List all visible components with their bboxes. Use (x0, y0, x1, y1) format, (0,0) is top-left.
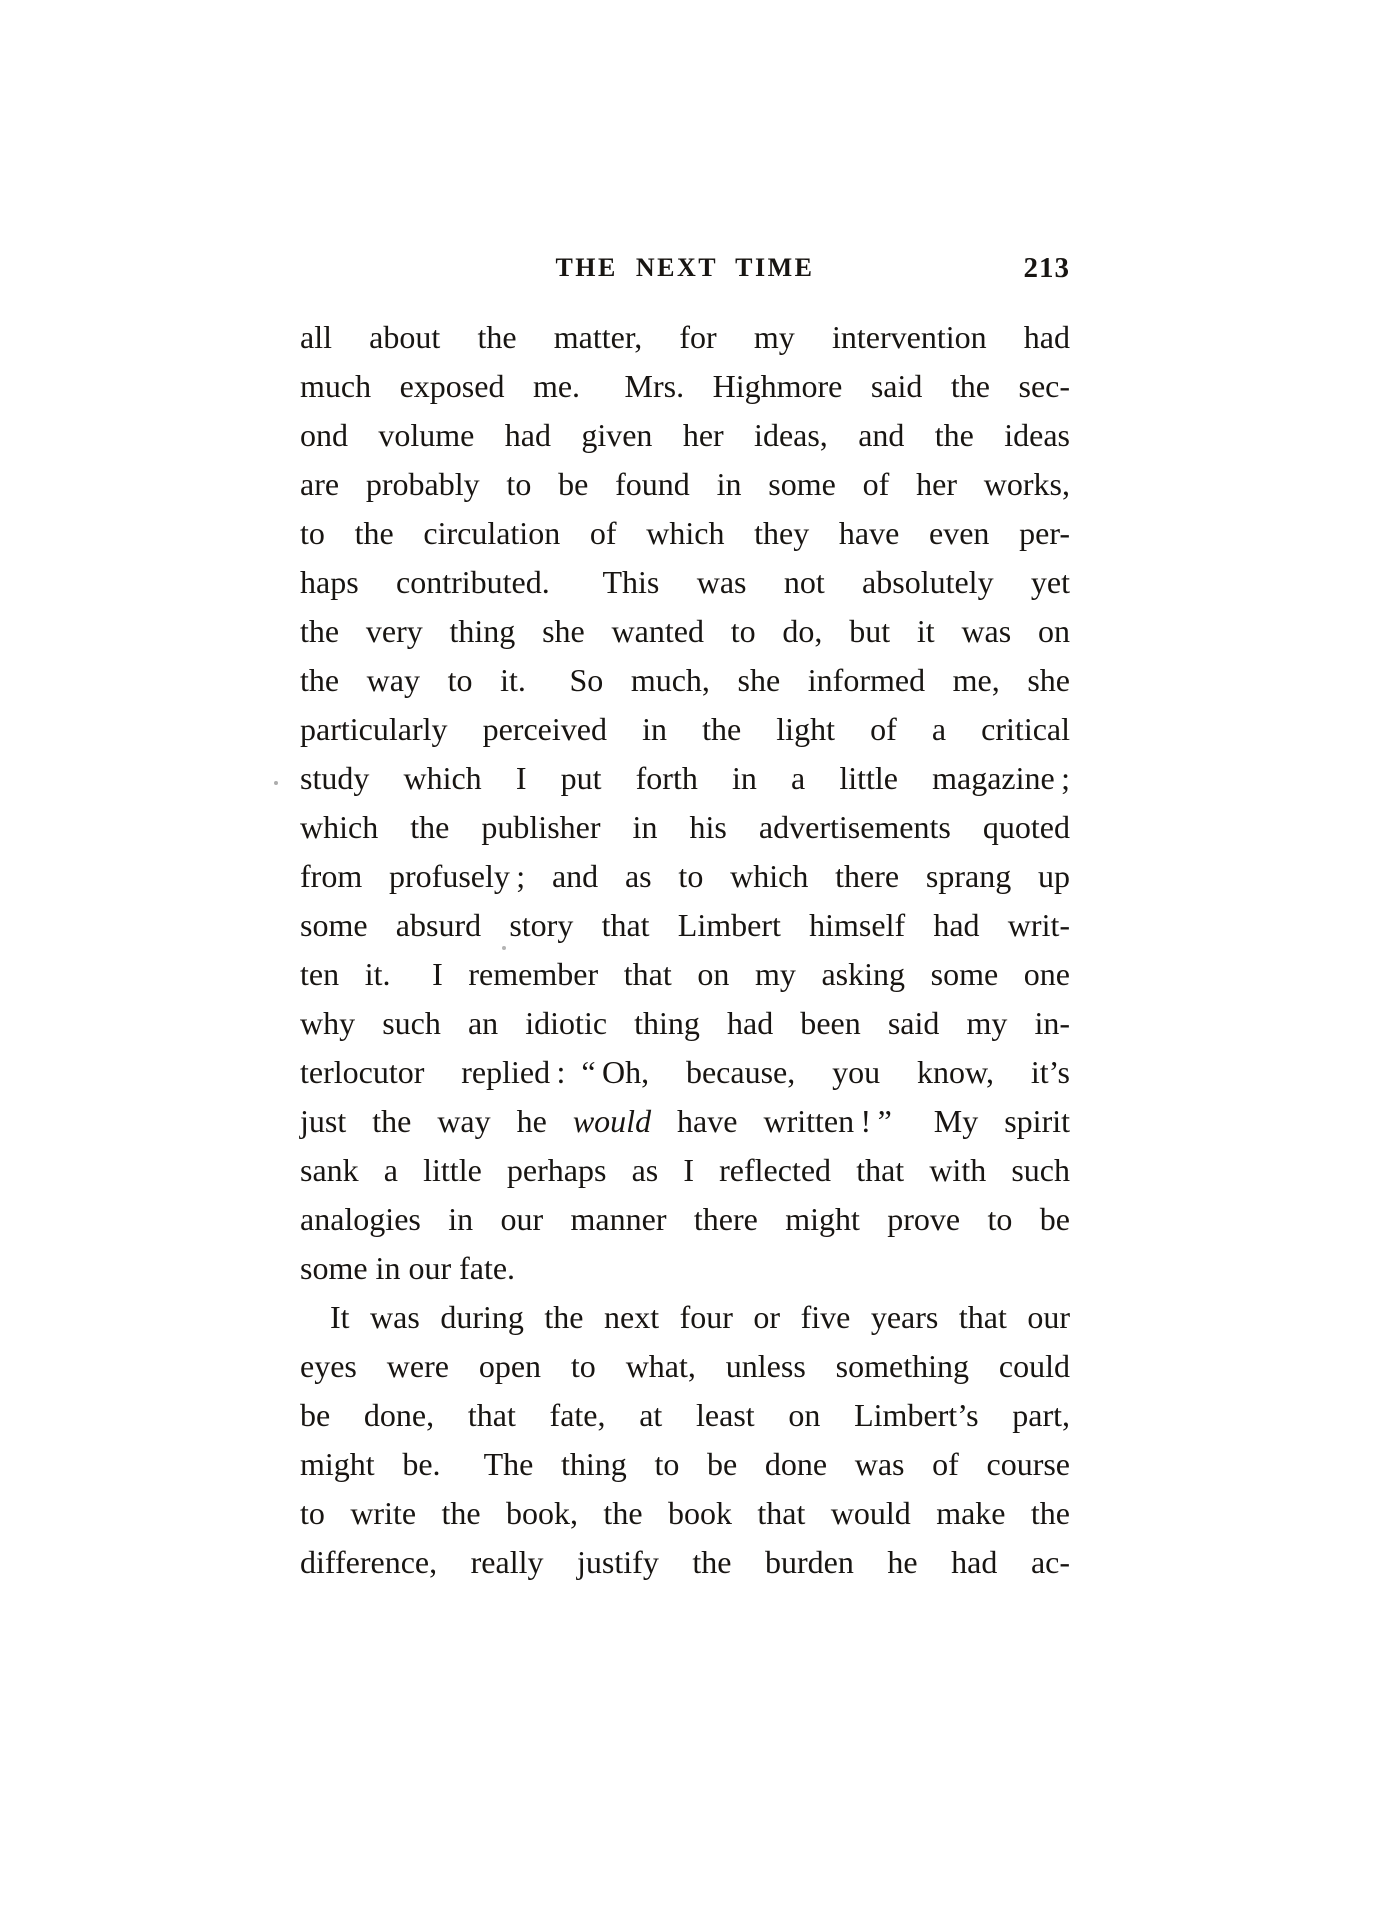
text-line: why such an idiotic thing had been said my in- (300, 1005, 1070, 1041)
body-text (300, 313, 1070, 1587)
scan-speck (502, 946, 506, 950)
running-head (300, 251, 1070, 285)
running-head-title: THE NEXT TIME (555, 253, 815, 282)
text-line: haps contributed. This was not absolutely yet (300, 564, 1070, 600)
text-line: all about the matter, for my intervention had (300, 319, 1070, 355)
text-line: from profusely ; and as to which there sprang up (300, 858, 1070, 894)
text-line: eyes were open to what, unless something could (300, 1348, 1070, 1384)
text-line: analogies in our manner there might prove to be (300, 1201, 1070, 1237)
text-line: It was during the next four or five years that our (330, 1299, 1070, 1335)
text-line: much exposed me. Mrs. Highmore said the sec- (300, 368, 1070, 404)
text-line: to the circulation of which they have even per- (300, 515, 1070, 551)
text-line: some absurd story that Limbert himself had writ- (300, 907, 1070, 943)
text-line: be done, that fate, at least on Limbert’s part, (300, 1397, 1070, 1433)
text-line: difference, really justify the burden he had ac- (300, 1544, 1070, 1580)
text-line: study which I put forth in a little magazine ; (300, 760, 1070, 796)
text-line: to write the book, the book that would make the (300, 1495, 1070, 1531)
text-line: the very thing she wanted to do, but it was on (300, 613, 1070, 649)
page-number: 213 (1023, 252, 1070, 284)
text-line: which the publisher in his advertisements quoted (300, 809, 1070, 845)
text-line: ten it. I remember that on my asking some one (300, 956, 1070, 992)
scan-speck (274, 781, 278, 785)
text-line: ond volume had given her ideas, and the ideas (300, 417, 1070, 453)
text-line: are probably to be found in some of her works, (300, 466, 1070, 502)
text-line: just the way he would have written ! ” My spirit (300, 1103, 1070, 1139)
text-line: the way to it. So much, she informed me, she (300, 662, 1070, 698)
text-line: sank a little perhaps as I reflected that with such (300, 1152, 1070, 1188)
text-line: particularly perceived in the light of a critical (300, 711, 1070, 747)
text-line: terlocutor replied : “ Oh, because, you know, it’s (300, 1054, 1070, 1090)
text-line: might be. The thing to be done was of course (300, 1446, 1070, 1482)
text-line: some in our fate. (300, 1250, 516, 1286)
